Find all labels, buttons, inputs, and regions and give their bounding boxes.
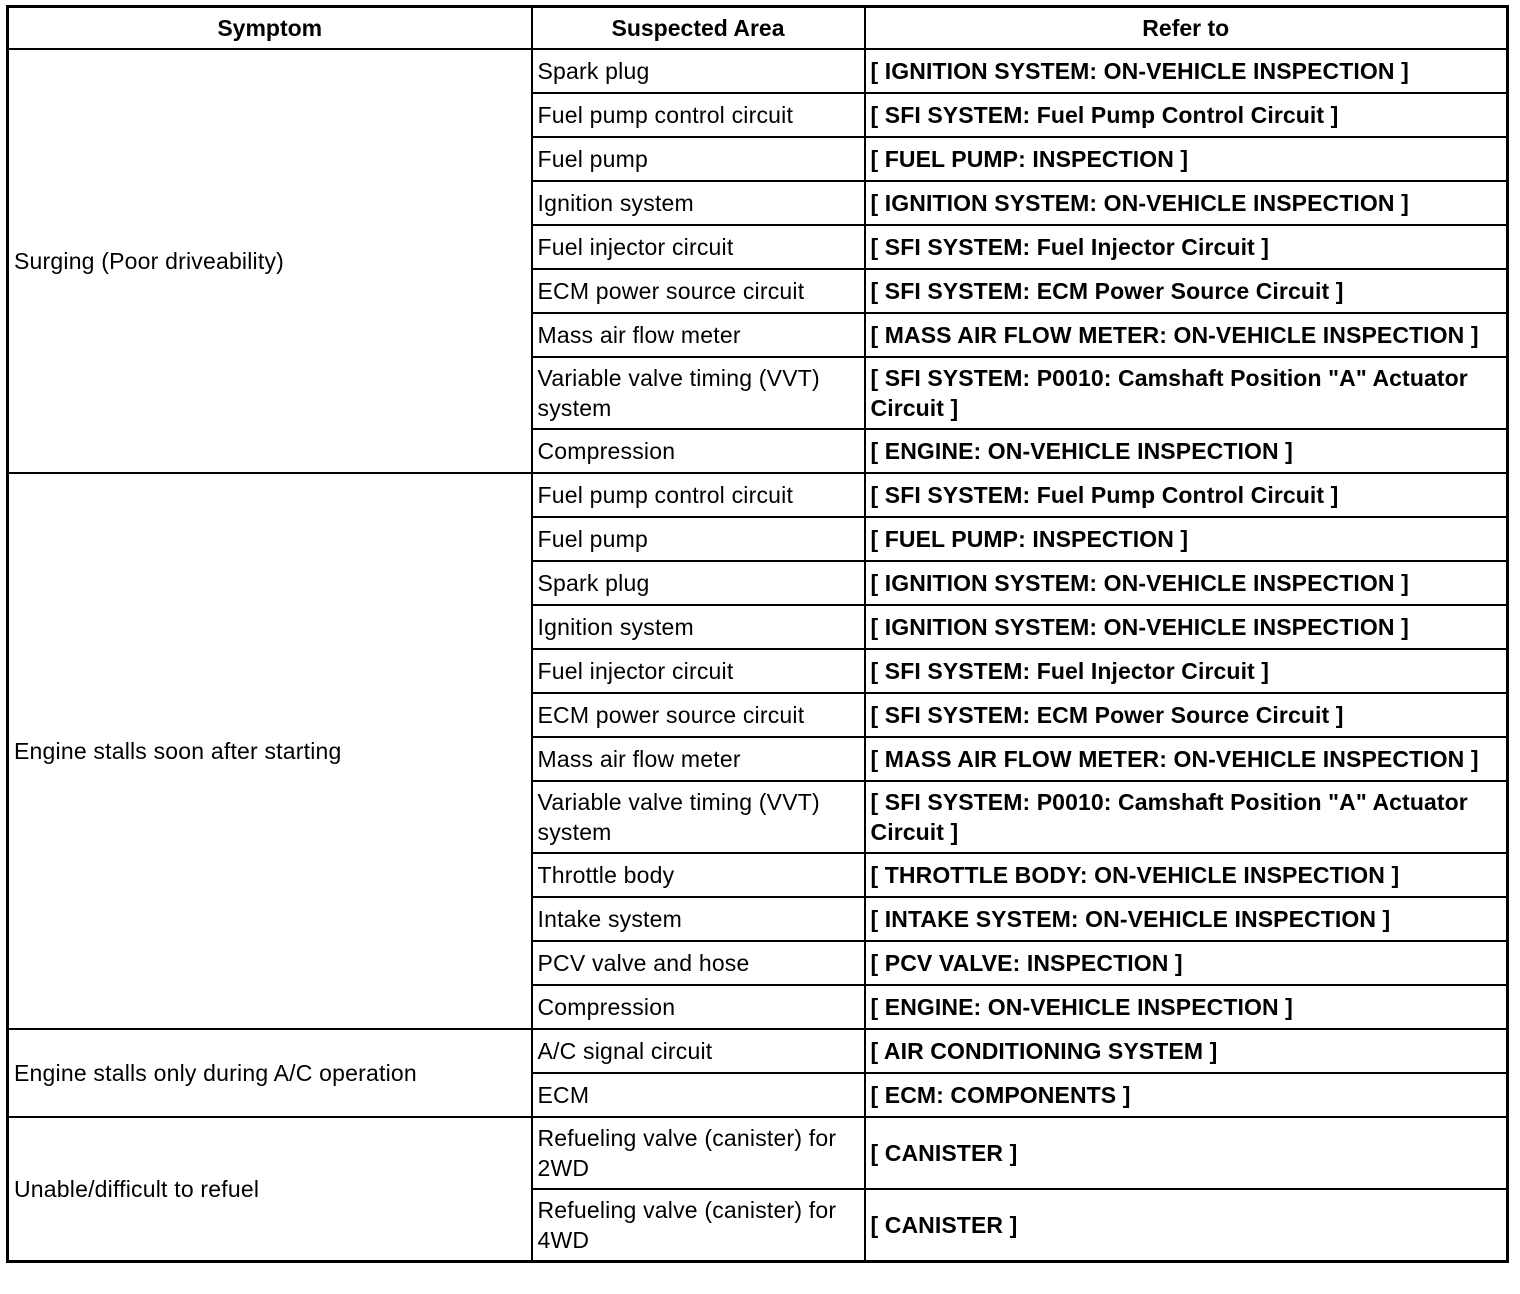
table-row [8,1029,1508,1073]
suspected-area-cell: Ignition system [532,605,865,649]
suspected-area-cell: Fuel pump [532,137,865,181]
table-row [8,49,1508,93]
refer-to-link[interactable]: [ CANISTER ] [865,1117,1508,1189]
refer-to-link[interactable]: [ SFI SYSTEM: P0010: Camshaft Position "A" Actuator Circuit ] [865,781,1508,853]
refer-to-link[interactable]: [ SFI SYSTEM: ECM Power Source Circuit ] [865,269,1508,313]
table-row [8,473,1508,517]
refer-to-link[interactable]: [ IGNITION SYSTEM: ON-VEHICLE INSPECTION ] [865,181,1508,225]
suspected-area-cell: Refueling valve (canister) for 2WD [532,1117,865,1189]
suspected-area-cell: Fuel pump [532,517,865,561]
refer-to-link[interactable]: [ MASS AIR FLOW METER: ON-VEHICLE INSPECTION ] [865,313,1508,357]
refer-to-link[interactable]: [ IGNITION SYSTEM: ON-VEHICLE INSPECTION ] [865,49,1508,93]
refer-to-link[interactable]: [ SFI SYSTEM: P0010: Camshaft Position "A" Actuator Circuit ] [865,357,1508,429]
header-refer-to: Refer to [865,7,1508,50]
suspected-area-cell: PCV valve and hose [532,941,865,985]
suspected-area-cell: Spark plug [532,561,865,605]
suspected-area-cell: ECM power source circuit [532,693,865,737]
refer-to-link[interactable]: [ ENGINE: ON-VEHICLE INSPECTION ] [865,429,1508,473]
suspected-area-cell: Compression [532,985,865,1029]
troubleshooting-sheet [6,5,1506,1263]
refer-to-link[interactable]: [ IGNITION SYSTEM: ON-VEHICLE INSPECTION ] [865,561,1508,605]
header-suspected-area: Suspected Area [532,7,865,50]
suspected-area-cell: Spark plug [532,49,865,93]
refer-to-link[interactable]: [ PCV VALVE: INSPECTION ] [865,941,1508,985]
refer-to-link[interactable]: [ THROTTLE BODY: ON-VEHICLE INSPECTION ] [865,853,1508,897]
symptom-cell: Surging (Poor driveability) [8,49,532,473]
refer-to-link[interactable]: [ FUEL PUMP: INSPECTION ] [865,517,1508,561]
refer-to-link[interactable]: [ SFI SYSTEM: ECM Power Source Circuit ] [865,693,1508,737]
suspected-area-cell: Variable valve timing (VVT) system [532,357,865,429]
refer-to-link[interactable]: [ FUEL PUMP: INSPECTION ] [865,137,1508,181]
refer-to-link[interactable]: [ ENGINE: ON-VEHICLE INSPECTION ] [865,985,1508,1029]
table-body [8,49,1508,1262]
suspected-area-cell: Fuel pump control circuit [532,473,865,517]
symptom-cell: Engine stalls soon after starting [8,473,532,1029]
suspected-area-cell: Refueling valve (canister) for 4WD [532,1189,865,1262]
refer-to-link[interactable]: [ CANISTER ] [865,1189,1508,1262]
refer-to-link[interactable]: [ IGNITION SYSTEM: ON-VEHICLE INSPECTION ] [865,605,1508,649]
refer-to-link[interactable]: [ AIR CONDITIONING SYSTEM ] [865,1029,1508,1073]
refer-to-link[interactable]: [ SFI SYSTEM: Fuel Injector Circuit ] [865,225,1508,269]
suspected-area-cell: Fuel pump control circuit [532,93,865,137]
suspected-area-cell: Fuel injector circuit [532,225,865,269]
suspected-area-cell: Compression [532,429,865,473]
suspected-area-cell: Variable valve timing (VVT) system [532,781,865,853]
refer-to-link[interactable]: [ ECM: COMPONENTS ] [865,1073,1508,1117]
refer-to-link[interactable]: [ MASS AIR FLOW METER: ON-VEHICLE INSPECTION ] [865,737,1508,781]
suspected-area-cell: ECM power source circuit [532,269,865,313]
refer-to-link[interactable]: [ SFI SYSTEM: Fuel Pump Control Circuit ] [865,473,1508,517]
suspected-area-cell: Throttle body [532,853,865,897]
table-header-row [8,7,1508,50]
table-row [8,1117,1508,1189]
suspected-area-cell: Mass air flow meter [532,313,865,357]
suspected-area-cell: Intake system [532,897,865,941]
symptom-cell: Unable/difficult to refuel [8,1117,532,1262]
suspected-area-cell: ECM [532,1073,865,1117]
suspected-area-cell: Ignition system [532,181,865,225]
header-symptom: Symptom [8,7,532,50]
refer-to-link[interactable]: [ SFI SYSTEM: Fuel Injector Circuit ] [865,649,1508,693]
symptom-table [6,5,1509,1263]
refer-to-link[interactable]: [ INTAKE SYSTEM: ON-VEHICLE INSPECTION ] [865,897,1508,941]
suspected-area-cell: A/C signal circuit [532,1029,865,1073]
symptom-cell: Engine stalls only during A/C operation [8,1029,532,1117]
suspected-area-cell: Mass air flow meter [532,737,865,781]
suspected-area-cell: Fuel injector circuit [532,649,865,693]
refer-to-link[interactable]: [ SFI SYSTEM: Fuel Pump Control Circuit ] [865,93,1508,137]
